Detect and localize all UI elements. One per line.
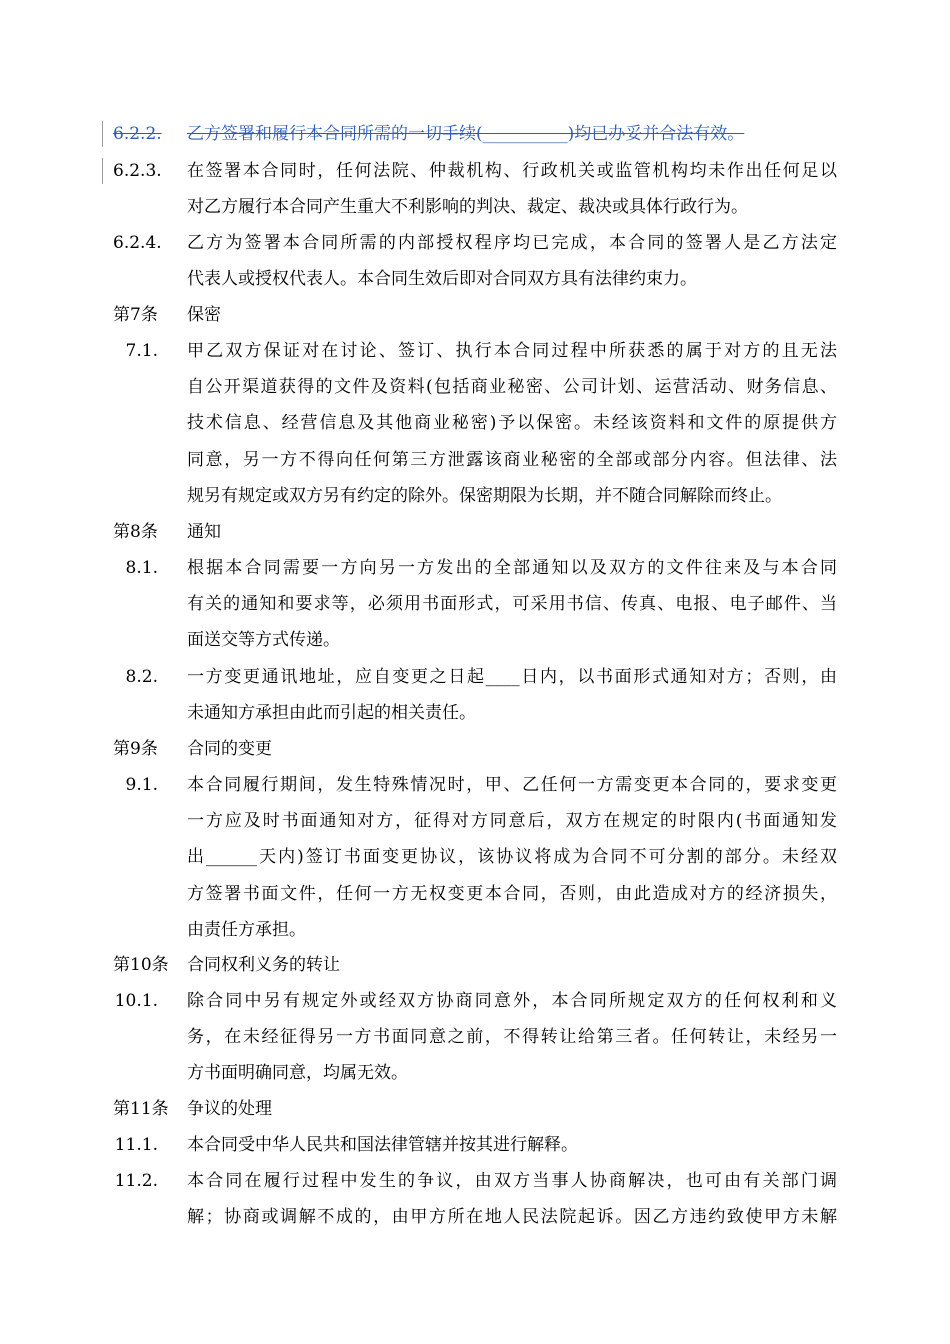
text-line: 保密	[187, 305, 221, 325]
clause-text	[187, 767, 837, 948]
text-line: 甲乙双方保证对在讨论、签订、执行本合同过程中所获悉的属于对方的且无法	[187, 341, 837, 361]
article-title	[187, 731, 837, 767]
clause-text	[187, 659, 837, 731]
text-line: 务，在未经征得另一方书面同意之前，不得转让给第三者。任何转让，未经另一	[187, 1027, 837, 1048]
text-line: 代表人或授权代表人。本合同生效后即对合同双方具有法律约束力。	[187, 269, 697, 290]
article-title	[187, 514, 837, 550]
clause-number: 11.2.	[114, 1171, 158, 1191]
clause-number: 6.2.4.	[113, 233, 162, 253]
clause-number: 6.2.3.	[113, 161, 162, 181]
article-number: 第10条	[113, 955, 169, 975]
text-line: 本合同在履行过程中发生的争议，由双方当事人协商解决，也可由有关部门调	[187, 1171, 837, 1191]
text-line: 方签署书面文件，任何一方无权变更本合同，否则，由此造成对方的经济损失，	[187, 883, 837, 904]
clause-text	[187, 550, 837, 659]
clause-text	[187, 116, 837, 152]
text-line: 有关的通知和要求等，必须用书面形式，可采用书信、传真、电报、电子邮件、当	[187, 594, 837, 615]
text-line: 合同的变更	[187, 739, 272, 759]
text-line: 乙方签署和履行本合同所需的一切手续(__________)均已办妥并合法有效。	[187, 124, 745, 144]
text-line: 一方变更通讯地址，应自变更之日起____日内，以书面形式通知对方；否则，由	[187, 667, 837, 687]
text-line: 面送交等方式传递。	[187, 630, 340, 651]
text-line: 除合同中另有规定外或经双方协商同意外，本合同所规定双方的任何权利和义	[187, 991, 837, 1011]
article-number: 第11条	[113, 1099, 169, 1119]
clause-text	[187, 1163, 837, 1235]
revision-bar	[102, 158, 103, 184]
clause-text	[187, 333, 837, 514]
clause-text	[187, 1127, 837, 1163]
text-line: 解；协商或调解不成的，由甲方所在地人民法院起诉。因乙方违约致使甲方未解	[187, 1207, 837, 1228]
text-line: 对乙方履行本合同产生重大不利影响的判决、裁定、裁决或具体行政行为。	[187, 197, 748, 218]
clause-number: 8.1.	[125, 558, 158, 578]
text-line: 同意，另一方不得向任何第三方泄露该商业秘密的全部或部分内容。但法律、法	[187, 449, 837, 470]
text-line: 在签署本合同时，任何法院、仲裁机构、行政机关或监管机构均未作出任何足以	[187, 161, 837, 181]
text-line: 未通知方承担由此而引起的相关责任。	[187, 703, 476, 724]
text-line: 技术信息、经营信息及其他商业秘密)予以保密。未经该资料和文件的原提供方	[187, 413, 837, 434]
text-line: 通知	[187, 522, 221, 542]
text-line: 由责任方承担。	[187, 919, 306, 940]
clause-number: 8.2.	[125, 667, 158, 687]
text-line: 出______天内)签订书面变更协议，该协议将成为合同不可分割的部分。未经双	[187, 847, 837, 868]
text-line: 本合同履行期间，发生特殊情况时，甲、乙任何一方需变更本合同的，要求变更	[187, 775, 837, 795]
clause-text	[187, 225, 837, 297]
article-number: 第7条	[113, 305, 158, 325]
article-title	[187, 297, 837, 333]
text-line: 自公开渠道获得的文件及资料(包括商业秘密、公司计划、运营活动、财务信息、	[187, 377, 837, 398]
clause-number: 7.1.	[125, 341, 158, 361]
text-line: 方书面明确同意，均属无效。	[187, 1063, 408, 1084]
revision-bar	[102, 121, 103, 147]
text-line: 本合同受中华人民共和国法律管辖并按其进行解释。	[187, 1135, 578, 1155]
text-line: 规另有规定或双方另有约定的除外。保密期限为长期，并不随合同解除而终止。	[187, 485, 782, 506]
clause-number: 11.1.	[114, 1135, 158, 1155]
clause-number: 10.1.	[114, 991, 158, 1011]
text-line: 争议的处理	[187, 1099, 272, 1119]
text-line: 合同权利义务的转让	[187, 955, 340, 975]
text-line: 根据本合同需要一方向另一方发出的全部通知以及双方的文件往来及与本合同	[187, 558, 837, 578]
article-title	[187, 947, 837, 983]
clause-number: 6.2.2.	[113, 124, 162, 144]
text-line: 一方应及时书面通知对方，征得对方同意后，双方在规定的时限内(书面通知发	[187, 811, 837, 832]
clause-text	[187, 983, 837, 1092]
article-title	[187, 1091, 837, 1127]
clause-number: 9.1.	[125, 775, 158, 795]
clause-text	[187, 153, 837, 225]
article-number: 第8条	[113, 522, 158, 542]
article-number: 第9条	[113, 739, 158, 759]
text-line: 乙方为签署本合同所需的内部授权程序均已完成，本合同的签署人是乙方法定	[187, 233, 837, 253]
